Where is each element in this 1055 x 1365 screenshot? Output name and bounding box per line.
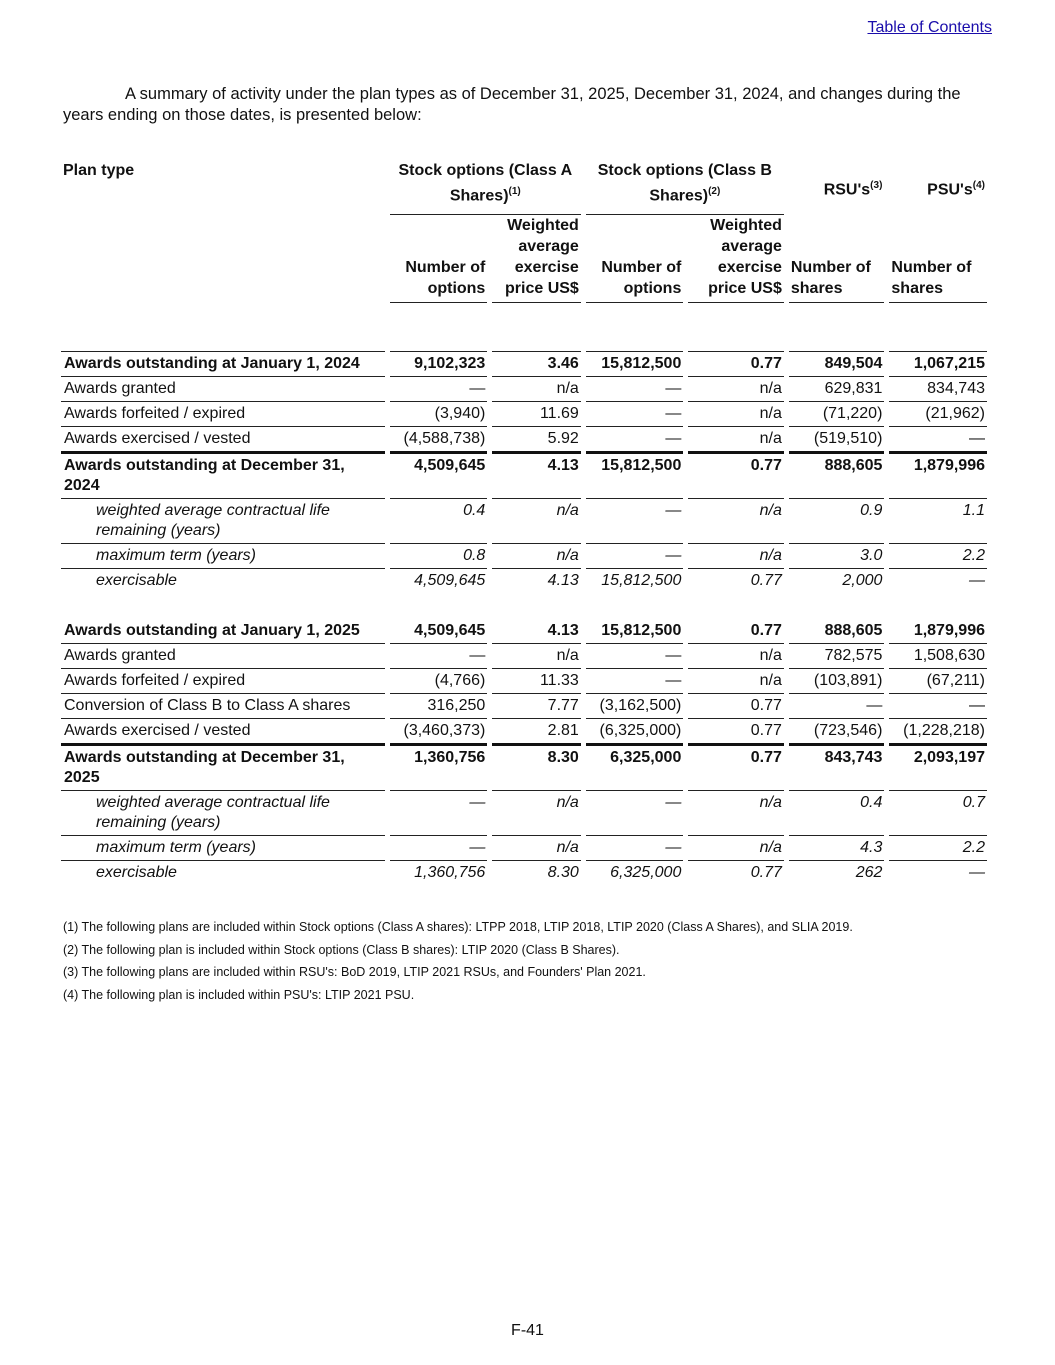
cell-value: n/a: [688, 498, 784, 543]
row-label: Awards granted: [61, 643, 385, 668]
cell-value: n/a: [688, 426, 784, 451]
cell-value: (4,766): [390, 668, 488, 693]
table-row: [61, 351, 987, 376]
cell-value: —: [889, 693, 987, 718]
footnote: (4) The following plan is included within PSU's: LTIP 2021 PSU.: [63, 987, 415, 1002]
cell-value: 782,575: [789, 643, 885, 668]
cell-value: (1,228,218): [889, 718, 987, 743]
cell-value: 0.77: [688, 693, 784, 718]
cell-value: 4,509,645: [390, 568, 488, 593]
subheader: Number of options: [390, 215, 488, 303]
cell-value: 849,504: [789, 351, 885, 376]
header-plan-type: Plan type: [63, 162, 135, 179]
table-row: [61, 643, 987, 668]
cell-value: —: [586, 668, 684, 693]
cell-value: 15,812,500: [586, 451, 684, 498]
cell-value: —: [586, 376, 684, 401]
cell-value: 1,508,630: [889, 643, 987, 668]
cell-value: 1,879,996: [913, 622, 985, 640]
cell-value: 2.2: [889, 835, 987, 860]
row-label: Awards outstanding at January 1, 2024: [61, 351, 385, 376]
table-row: [61, 376, 987, 401]
cell-value: n/a: [492, 835, 580, 860]
subheader: Number of shares: [889, 215, 987, 303]
footnote: (1) The following plans are included within Stock options (Class A shares): LTPP 2018, LTIP 2018, LTIP 2020 (Class A Shares), and SLIA 2019.: [63, 920, 853, 934]
cell-value: 0.77: [688, 351, 784, 376]
footnote: (3) The following plans are included within RSU's: BoD 2019, LTIP 2021 RSUs, and Founders' Plan 2021.: [63, 965, 646, 979]
cell-value: 8.30: [492, 743, 580, 790]
cell-value: n/a: [688, 790, 784, 835]
cell-value: (3,162,500): [586, 693, 684, 718]
cell-value: (21,962): [889, 401, 987, 426]
row-label: exercisable: [61, 568, 385, 593]
cell-value: —: [586, 835, 684, 860]
cell-value: 11.33: [492, 668, 580, 693]
table-row: [61, 835, 987, 860]
table-row: [61, 426, 987, 451]
cell-value: 2.2: [889, 543, 987, 568]
cell-value: 8.30: [492, 860, 580, 885]
cell-value: 7.77: [492, 693, 580, 718]
cell-value: 888,605: [789, 451, 885, 498]
table-of-contents-link[interactable]: Table of Contents: [867, 19, 992, 36]
cell-value: n/a: [688, 668, 784, 693]
cell-value: 1,879,996: [889, 451, 987, 498]
cell-value: n/a: [492, 543, 580, 568]
cell-value: 15,812,500: [586, 351, 684, 376]
cell-value: 2,000: [789, 568, 885, 593]
cell-value: n/a: [688, 376, 784, 401]
cell-value: 0.77: [688, 451, 784, 498]
cell-value: (103,891): [789, 668, 885, 693]
cell-value: —: [586, 401, 684, 426]
cell-value: 834,743: [889, 376, 987, 401]
table-row: [61, 668, 987, 693]
cell-value: 3.0: [789, 543, 885, 568]
spacer-row: [61, 593, 987, 619]
table-row: [61, 718, 987, 743]
table-row: [61, 401, 987, 426]
cell-value: (723,546): [789, 718, 885, 743]
cell-value: 0.77: [688, 860, 784, 885]
cell-value: —: [390, 790, 488, 835]
cell-value: —: [889, 860, 987, 885]
footnote: (2) The following plan is included within Stock options (Class B shares): LTIP 2020 (Class B Shares).: [63, 942, 620, 957]
cell-value: 0.7: [889, 790, 987, 835]
cell-value: (4,588,738): [390, 426, 488, 451]
cell-value: —: [586, 643, 684, 668]
cell-value: (71,220): [789, 401, 885, 426]
row-label: Conversion of Class B to Class A shares: [61, 693, 385, 718]
row-label: weighted average contractual life remaining (years): [61, 790, 385, 835]
cell-value: 6,325,000: [586, 743, 684, 790]
cell-value: n/a: [492, 643, 580, 668]
subheader: Weighted average exercise price US$: [492, 215, 580, 303]
table-row: [61, 743, 987, 790]
subheader: Weighted average exercise price US$: [688, 215, 784, 303]
cell-value: n/a: [688, 835, 784, 860]
page-number: F-41: [511, 1322, 544, 1339]
cell-value: 1,067,215: [889, 351, 987, 376]
cell-value: —: [586, 498, 684, 543]
cell-value: (3,460,373): [390, 718, 488, 743]
cell-value: 316,250: [390, 693, 488, 718]
table-row: [61, 693, 987, 718]
table-row: [61, 498, 987, 543]
cell-value: 15,812,500: [586, 568, 684, 593]
cell-value: —: [586, 790, 684, 835]
cell-value: n/a: [492, 498, 580, 543]
cell-value: 9,102,323: [390, 351, 488, 376]
cell-value: 4,509,645: [414, 622, 486, 640]
row-label: weighted average contractual life remaining (years): [61, 498, 385, 543]
subheader: Number of options: [586, 215, 684, 303]
subheader: Number of shares: [789, 215, 885, 303]
table-row: [61, 543, 987, 568]
cell-value: 843,743: [789, 743, 885, 790]
cell-value: 4.3: [789, 835, 885, 860]
cell-value: —: [390, 376, 488, 401]
row-label: Awards granted: [61, 376, 385, 401]
cell-value: 4,509,645: [390, 451, 488, 498]
header-psu: $PSU's^{(4)}$: [927, 180, 985, 199]
cell-value: 11.69: [492, 401, 580, 426]
table-row: [61, 860, 987, 885]
cell-value: n/a: [688, 543, 784, 568]
row-label: Awards exercised / vested: [61, 426, 385, 451]
cell-value: —: [390, 643, 488, 668]
cell-value: —: [889, 426, 987, 451]
cell-value: (3,940): [390, 401, 488, 426]
cell-value: —: [390, 835, 488, 860]
cell-value: 1,360,756: [390, 860, 488, 885]
row-label: Awards exercised / vested: [61, 718, 385, 743]
cell-value: 262: [789, 860, 885, 885]
header-class-a: Stock options (Class A Shares)$^{(1)}$: [390, 160, 581, 215]
cell-value: n/a: [688, 401, 784, 426]
row-label: Awards outstanding at December 31, 2025: [61, 743, 385, 790]
cell-value: 1,360,756: [390, 743, 488, 790]
cell-value: 5.92: [492, 426, 580, 451]
cell-value: 1.1: [889, 498, 987, 543]
cell-value: 0.4: [789, 790, 885, 835]
cell-value: 2,093,197: [889, 743, 987, 790]
cell-value: n/a: [492, 790, 580, 835]
table-row: [61, 568, 987, 593]
row-label: Awards outstanding at January 1, 2025: [64, 622, 360, 640]
cell-value: 629,831: [789, 376, 885, 401]
cell-value: 0.77: [688, 718, 784, 743]
cell-value: —: [586, 426, 684, 451]
plan-activity-table: [56, 160, 992, 885]
row-label: exercisable: [61, 860, 385, 885]
cell-value: 888,605: [824, 622, 883, 640]
cell-value: 0.4: [390, 498, 488, 543]
row-label: maximum term (years): [61, 543, 385, 568]
cell-value: 4.13: [492, 568, 580, 593]
cell-value: 0.8: [390, 543, 488, 568]
cell-value: 15,812,500: [601, 622, 682, 640]
row-label: Awards forfeited / expired: [61, 401, 385, 426]
cell-value: (6,325,000): [586, 718, 684, 743]
row-label: Awards outstanding at December 31, 2024: [61, 451, 385, 498]
footnotes: [63, 916, 853, 1006]
cell-value: 0.77: [750, 622, 782, 640]
table-row: [61, 451, 987, 498]
header-rsu: $RSU's^{(3)}$: [823, 180, 883, 199]
cell-value: 4.13: [492, 451, 580, 498]
cell-value: 4.13: [547, 622, 579, 640]
cell-value: 0.77: [688, 743, 784, 790]
cell-value: —: [889, 568, 987, 593]
row-label: Awards forfeited / expired: [61, 668, 385, 693]
cell-value: 3.46: [492, 351, 580, 376]
cell-value: 0.9: [789, 498, 885, 543]
cell-value: (519,510): [789, 426, 885, 451]
cell-value: —: [789, 693, 885, 718]
cell-value: n/a: [688, 643, 784, 668]
cell-value: (67,211): [889, 668, 987, 693]
table-row: [61, 619, 987, 643]
row-label: maximum term (years): [61, 835, 385, 860]
intro-paragraph: A summary of activity under the plan types as of December 31, 2025, December 31, 2024, and changes during the years ending on those dates, is presented below:: [63, 85, 961, 124]
cell-value: 6,325,000: [586, 860, 684, 885]
header-class-b: Stock options (Class B Shares)$^{(2)}$: [586, 160, 784, 215]
cell-value: n/a: [492, 376, 580, 401]
cell-value: 2.81: [492, 718, 580, 743]
table-row: [61, 790, 987, 835]
cell-value: —: [586, 543, 684, 568]
cell-value: 0.77: [688, 568, 784, 593]
